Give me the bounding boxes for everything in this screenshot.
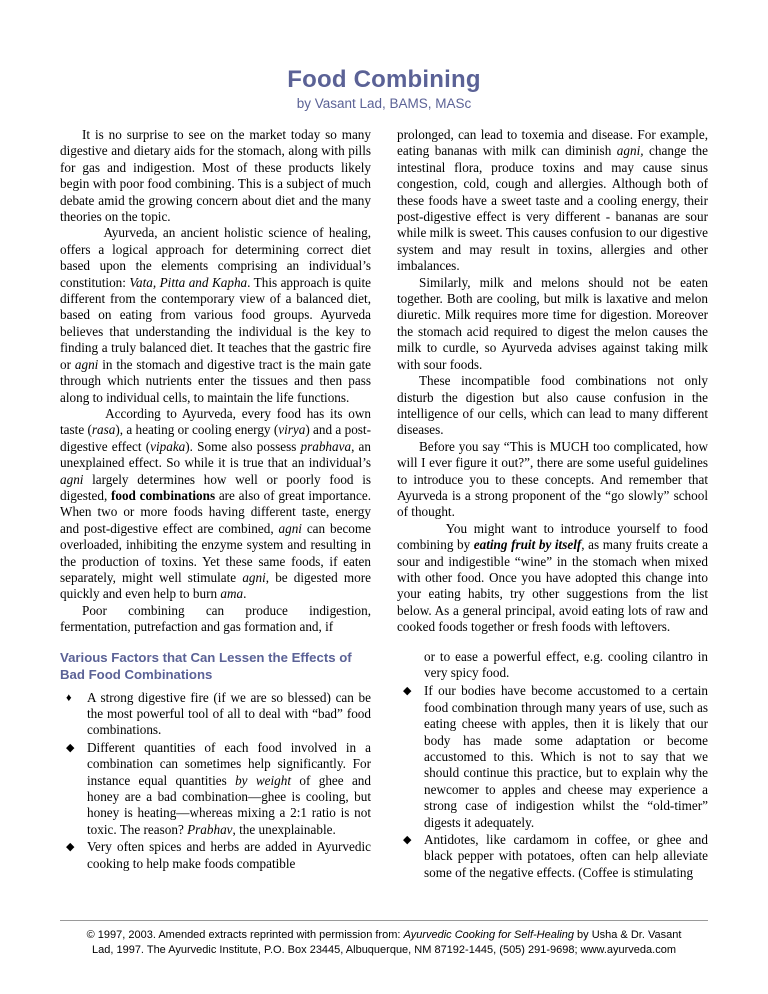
- paragraph: [397, 439, 708, 521]
- footer-line-2: Lad, 1997. The Ayurvedic Institute, P.O. Box 23445, Albuquerque, NM 87192-1445, (505) 291-9698; www.ayurveda.com: [92, 944, 676, 956]
- list-item-text: Antidotes, like cardamom in coffee, or ghee and black pepper with potatoes, often can help alleviate some of the negative effects. (Coffee is stimulating: [424, 832, 708, 880]
- list-item: [397, 683, 708, 831]
- diamond-bullet-icon: ◆: [66, 841, 75, 854]
- two-column-body: [60, 127, 708, 882]
- paragraph: Ayurveda, an ancient holistic science of healing, offers a logical approach for determining correct diet based upon the elements comprising an individual’s constitution: Vata, Pitta and Kapha. This approach is quite different from the contemporary view of a balanced diet, based on eating from various food groups. Ayurveda believes that understanding the individual is the key to finding a truly balanced diet. It teaches that the gastric fire or agni in the stomach and digestive tract is the main gate through which nutrients enter the tissues and then pass along to individual cells, to maintain the life functions.: [60, 225, 371, 405]
- page-subtitle: by Vasant Lad, BAMS, MASc: [296, 96, 472, 111]
- paragraph-text: Similarly, milk and melons should not be eaten together. Both are cooling, but milk is laxative and melon diuretic. Milk requires more time for digestion. Moreover the stomach acid required to digest the melon causes the milk to curdle, so Ayurveda advises against taking milk with sour foods.: [397, 274, 708, 372]
- paragraph-text: Before you say “This is MUCH too complicated, how will I ever figure it out?”, there are some useful guidelines to introduce you to these concepts. And remember that Ayurveda is a strong proponent of the “go slowly” school of thought.: [397, 438, 708, 520]
- paragraph-text: Poor combining can produce indigestion, fermentation, putrefaction and gas formation and, if: [60, 602, 371, 635]
- list-item-text: If our bodies have become accustomed to a certain food combination through many years of use, such as eating cheese with apples, then it is likely that our body has made some adaptation or become accustomed to this. Which is not to say that we should continue this practice, but to explain why the newcomer to apples and cheese may experience a strong case of indigestion whilst the “old-timer” digests it adequately.: [424, 683, 708, 830]
- section-heading: Various Factors that Can Lessen the Effects of Bad Food Combinations: [60, 649, 352, 682]
- paragraph: [60, 127, 371, 225]
- footer-line-1: [60, 928, 708, 943]
- diamond-bullet-icon: ◆: [403, 685, 412, 698]
- paragraph: According to Ayurveda, every food has its own taste (rasa), a heating or cooling energy (virya) and a post-digestive effect (vipaka). Some also possess prabhava, an unexplained effect. So while it is true that an individual’s agni largely determines how well or poorly food is digested, food combinations are also of great importance. When two or more foods having different taste, energy and post-digestive effect are combined, agni can become overloaded, inhibiting the enzyme system and resulting in the production of toxins. Yet these same foods, if eaten separately, might well stimulate agni, be digested more quickly and even help to burn ama.: [60, 405, 372, 602]
- paragraph: You might want to introduce yourself to food combining by eating fruit by itself, as many fruits create a sour and indigestible “wine” in the stomach when mixed with other food. Once you have adopted this change into your eating habits, try other suggestions from the list below. As a general principal, avoid eating lots of raw and cooked foods together or fresh foods with leftovers.: [397, 520, 708, 635]
- paragraph-text: These incompatible food combinations not only disturb the digestion but also cause confusion in the intelligence of our cells, which can lead to many different diseases.: [397, 373, 708, 438]
- diamond-bullet-icon: ◆: [66, 741, 75, 754]
- continuation-text: or to ease a powerful effect, e.g. cooling cilantro in very spicy food.: [424, 648, 708, 680]
- bullet-list: [397, 683, 708, 881]
- left-column: [60, 127, 371, 873]
- list-item-text: Different quantities of each food involved in a combination can sometimes help significantly. For instance equal quantities by weight of ghee and honey are a bad combination—ghee is cooling, but honey is heating—whereas mixing a 2:1 ratio is not toxic. The reason? Prabhav, the unexplainable.: [87, 739, 371, 837]
- diamond-bullet-icon: ♦: [66, 691, 72, 704]
- footer-copyright-suffix: by Usha & Dr. Vasant: [573, 929, 682, 941]
- paragraph: [397, 275, 708, 373]
- footer-book-title: Ayurvedic Cooking for Self-Healing: [403, 929, 574, 941]
- page-footer: [60, 920, 708, 958]
- page-title: Food Combining: [287, 66, 481, 93]
- list-item: [60, 690, 371, 739]
- paragraph: [60, 603, 371, 636]
- paragraph: [397, 373, 708, 439]
- list-item: [397, 832, 708, 881]
- list-item-text: A strong digestive fire (if we are so blessed) can be the most powerful tool of all to deal with “bad” food combinations.: [87, 689, 371, 738]
- paragraph: prolonged, can lead to toxemia and disease. For example, eating bananas with milk can diminish agni, change the intestinal flora, produce toxins and may cause sinus congestion, cold, cough and allergies. Although both of these foods have a sweet taste and a cooling energy, their post-digestive effect is very different - bananas are sour while milk is sweet. This causes confusion to our digestive system and may result in toxins, allergies and other imbalances.: [397, 127, 708, 274]
- paragraph-text: It is no surprise to see on the market today so many digestive and dietary aids for the stomach, along with pills for gas and indigestion. Most of these products likely begin with poor food combining. This is a subject of much debate amid the growing concern about diet and the many theories on the topic.: [60, 127, 371, 225]
- list-item: [60, 839, 371, 872]
- diamond-bullet-icon: ◆: [403, 834, 412, 847]
- bullet-list: [60, 690, 371, 872]
- footer-copyright-prefix: © 1997, 2003. Amended extracts reprinted with permission from:: [86, 929, 404, 941]
- right-column: [397, 127, 708, 882]
- list-item-text: Very often spices and herbs are added in Ayurvedic cooking to help make foods compatible: [87, 839, 371, 871]
- list-item: [60, 740, 371, 838]
